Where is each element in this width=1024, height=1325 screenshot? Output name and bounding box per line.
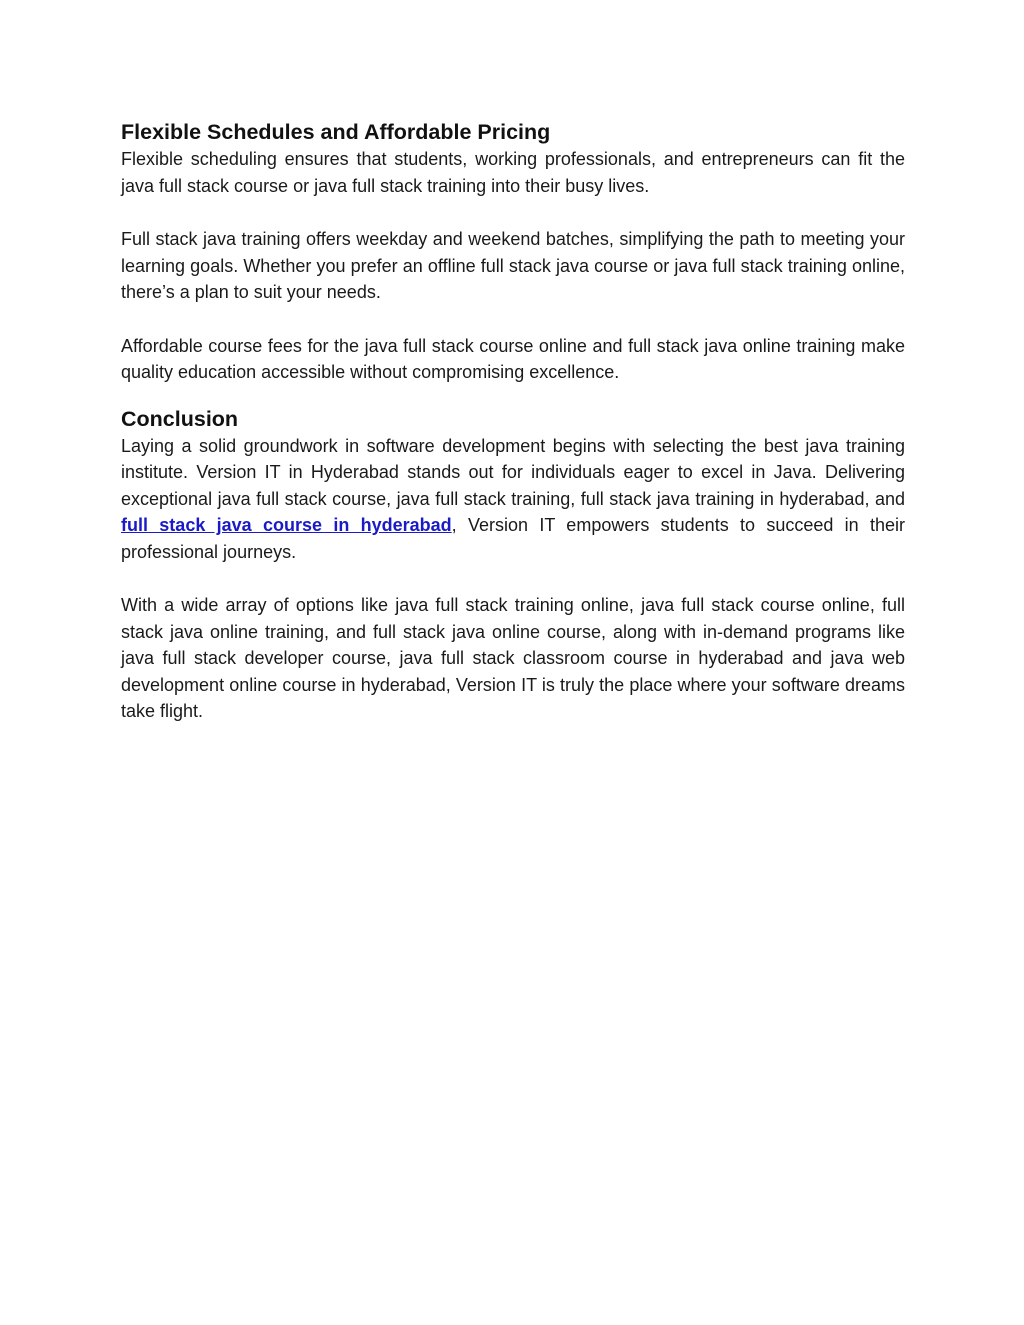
section-heading-conclusion: Conclusion	[121, 406, 239, 431]
conclusion-text-after-link: , Version IT empowers students to succeed in their professional journeys.	[121, 515, 906, 562]
paragraph-batches: Full stack java training offers weekday and weekend batches, simplifying the path to meeting your learning goals. Whether you prefer an offline full stack java course or java full stack training online, there’s a plan to suit your needs.	[121, 229, 905, 302]
document-page	[121, 118, 905, 725]
conclusion-text-before-link: Laying a solid groundwork in software development begins with selecting the best java training institute. Version IT in Hyderabad stands out for individuals eager to excel in Java. Delivering exceptional java full stack course, java full stack training, full stack java training in hyderabad, and	[121, 435, 905, 509]
paragraph-options: With a wide array of options like java full stack training online, java full stack course online, full stack java online training, and full stack java online course, along with in-demand programs like java full stack developer course, java full stack classroom course in hyderabad and java web development online course in hyderabad, Version IT is truly the place where your software dreams take flight.	[121, 595, 905, 721]
paragraph-affordable-fees: Affordable course fees for the java full stack course online and full stack java online training make quality education accessible without compromising excellence.	[121, 335, 905, 382]
paragraph-flexible-scheduling: Flexible scheduling ensures that students, working professionals, and entrepreneurs can fit the java full stack course or java full stack training into their busy lives.	[121, 149, 905, 196]
section-heading-flexible-schedules: Flexible Schedules and Affordable Pricing	[121, 120, 551, 144]
paragraph-conclusion-intro	[121, 433, 905, 566]
full-stack-java-course-link[interactable]: full stack java course in hyderabad	[121, 515, 452, 535]
